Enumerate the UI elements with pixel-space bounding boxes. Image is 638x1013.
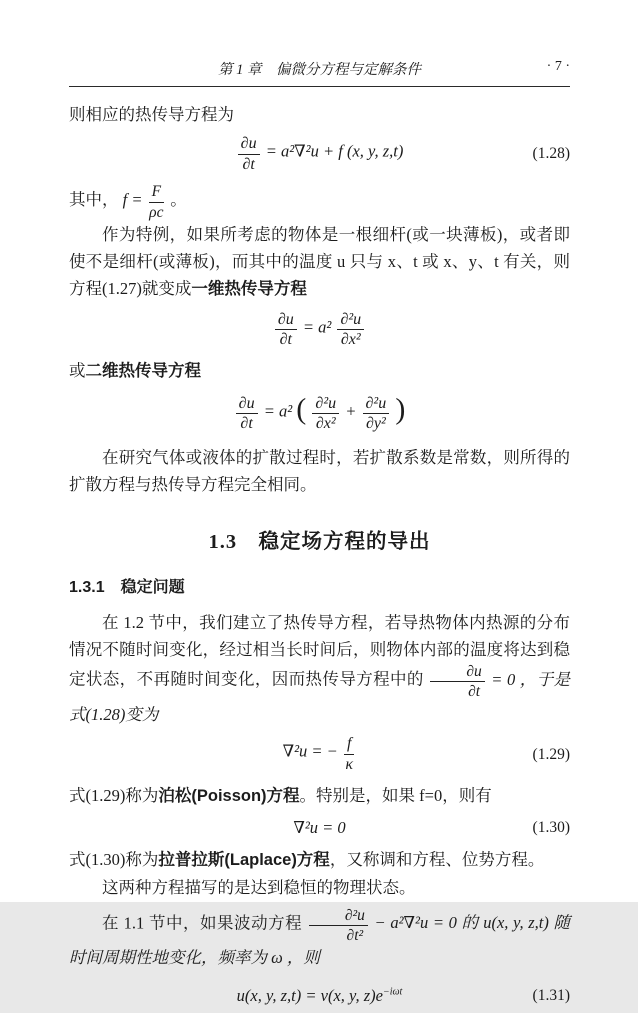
inline-math: $\frac{\partial u}{\partial t}$ = 0 ，于是式(1.28)变为: [69, 662, 571, 724]
inline-math: $\frac{\text{∂²u}}{\text{∂t²}}$ − a²∇²u = 0 的 u(x, y, z,t) 随时间周期性地变化，频率为 ω ，则: [69, 906, 571, 968]
fraction: $\frac{\text{∂²u}}{\text{∂y²}}$: [363, 395, 390, 434]
equation-1-30: [69, 813, 570, 843]
equation-1-31: [69, 979, 570, 1013]
equation-2d-heat: [69, 388, 570, 440]
equation-number: (1.30): [532, 818, 570, 836]
fraction: $\frac{\text{∂²u}}{\text{∂t²}}$: [309, 907, 368, 945]
chapter-title: 第 1 章 偏微分方程与定解条件: [218, 62, 421, 78]
paragraph-wave: 在 1.1 节中，如果波动方程 $\frac{\text{∂²u}}{\text{∂t²}}$ − a²∇²u = 0 的 u(x, y, z,t) 随时间周期性地变化，频率为 ω ，则: [69, 906, 571, 968]
fraction: $\frac{\partial u}{\partial t}$: [238, 135, 260, 174]
page-header: [69, 58, 570, 87]
bold-term: 拉普拉斯(Laplace)方程: [158, 850, 330, 869]
bold-term: 一维热传导方程: [191, 279, 307, 298]
equation-body: $\frac{\partial u}{\partial t}$ = a²∇²u + f (x, y, z,t): [236, 135, 404, 174]
fraction: $\frac{f}{\kappa}$: [345, 735, 354, 774]
fraction: $\frac{\partial u}{\partial t}$: [236, 395, 258, 434]
fraction: $\frac{\partial u}{\partial t}$: [430, 663, 484, 701]
equation-body: u(x, y, z,t) = v(x, y, $z)e^{-i\omega t}$: [236, 986, 403, 1006]
paragraph-diffusion: 在研究气体或液体的扩散过程时，若扩散系数是常数，则所得的扩散方程与热传导方程完全相同。: [69, 447, 570, 494]
paragraph-stable: 在 1.2 节中，我们建立了热传导方程，若导热物体内热源的分布情况不随时间变化，经过相当长时间后，则物体内部的温度将达到稳定状态，不再随时间变化，因而热传导方程中的 $\frac{\partial u}{\partial t}$ = 0 ，于是式(1.28)变为: [69, 612, 571, 724]
paragraph-or-2d: 或二维热传导方程: [69, 360, 201, 380]
equation-number: (1.29): [532, 745, 570, 763]
page-number: · 7 ·: [546, 59, 570, 74]
equation-1-29: [69, 731, 570, 779]
fraction: $\frac{\partial u}{\partial t}$: [275, 311, 297, 350]
paragraph-intro: 则相应的热传导方程为: [69, 105, 234, 124]
paragraph-steady: 这两种方程描写的是达到稳恒的物理状态。: [102, 877, 416, 897]
equation-body: ∇²u = 0: [293, 817, 346, 837]
equation-1-28: [69, 131, 570, 177]
fraction: $\frac{F}{\rho c}$: [149, 183, 164, 221]
bold-term: 二维热传导方程: [85, 361, 201, 380]
paragraph-laplace: 式(1.30)称为拉普拉斯(Laplace)方程，又称调和方程、位势方程。: [69, 849, 545, 869]
paragraph-where: 其中， f = $\frac{F}{\rho c}$ 。: [69, 183, 187, 221]
fraction: $\frac{\text{∂²u}}{\text{∂x²}}$: [312, 395, 339, 434]
section-heading: 1.3 稳定场方程的导出: [208, 530, 431, 553]
subsection-heading: 1.3.1 稳定问题: [69, 578, 185, 596]
left-paren: (: [296, 392, 307, 426]
equation-body: $\frac{\partial u}{\partial t}$ = a² $\frac{\text{∂²u}}{\text{∂x²}}$: [273, 311, 366, 350]
equation-number: (1.28): [532, 145, 570, 162]
inline-math: f = $\frac{F}{\rho c}$: [122, 183, 164, 221]
paragraph-poisson: 式(1.29)称为泊松(Poisson)方程。特别是，如果 f=0，则有: [69, 785, 492, 805]
equation-number: (1.31): [532, 987, 570, 1005]
paragraph-special-case: 作为特例，如果所考虑的物体是一根细杆(或一块薄板)，或者即使不是细杆(或薄板)，而其中的温度 u 只与 x、t 或 x、y、t 有关，则方程(1.27)就变成一维热传导方程: [69, 224, 570, 298]
fraction: $\frac{\text{∂²u}}{\text{∂x²}}$: [337, 311, 364, 350]
equation-body: $\frac{\partial u}{\partial t}$ = a² ( $\frac{\text{∂²u}}{\text{∂x²}}$ + $\frac{\text{∂²u}}{\text{∂y²}}$ ): [234, 395, 406, 434]
equation-body: ∇²u = − $\frac{f}{\kappa}$: [282, 735, 354, 774]
bold-term: 泊松(Poisson)方程: [158, 786, 300, 805]
exponent: −iωt: [382, 986, 403, 998]
right-paren: ): [395, 392, 406, 426]
equation-1d-heat: [69, 306, 570, 354]
